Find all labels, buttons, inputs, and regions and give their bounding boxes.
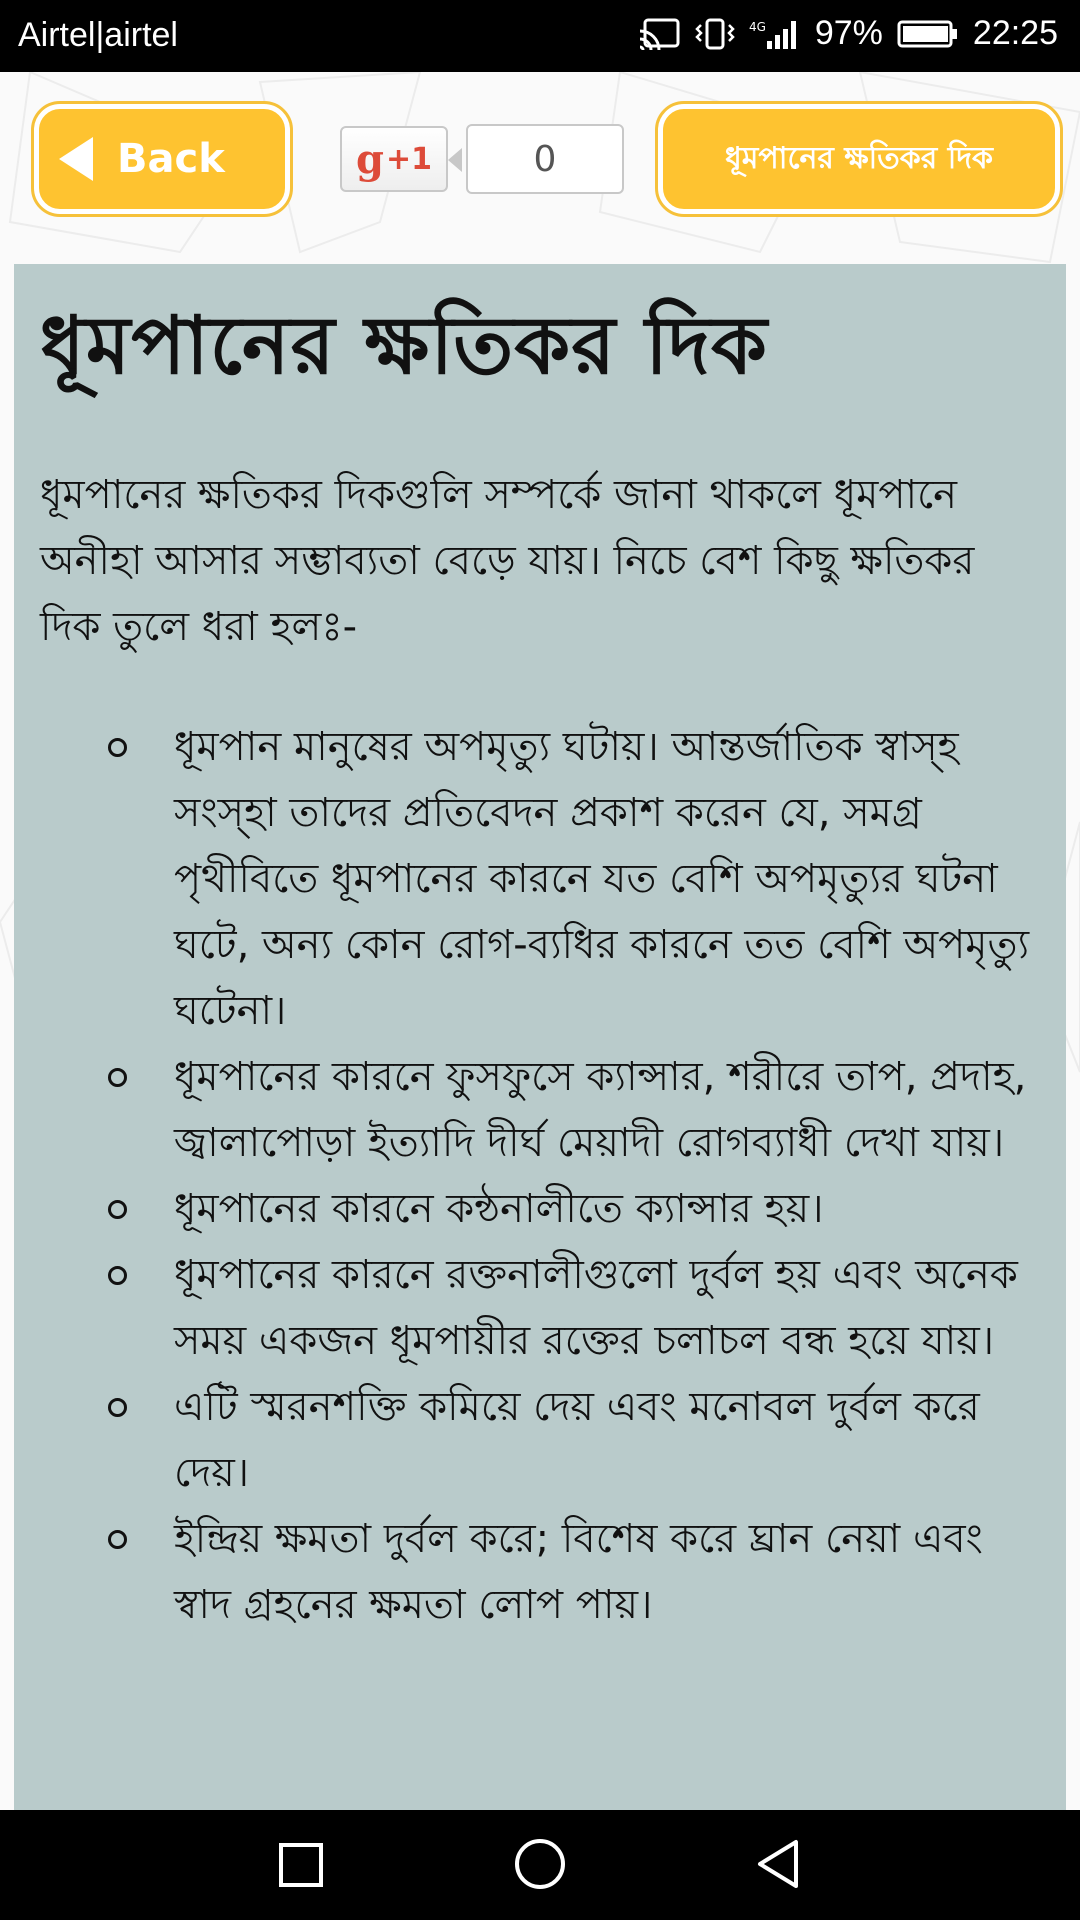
list-item: [40, 1506, 1066, 1638]
article-card: [14, 264, 1066, 1810]
battery-icon: [897, 19, 959, 49]
list-item-text: ধূমপানের কারনে রক্তনালীগুলো দুর্বল হয় এবং অনেক সময় একজন ধূমপায়ীর রক্তের চলাচল বন্ধ হয়ে যায়।: [174, 1252, 1018, 1364]
back-arrow-icon: [59, 137, 93, 181]
list-item-text: ইন্দ্রিয় ক্ষমতা দুর্বল করে; বিশেষ করে ঘ্রান নেয়া এবং স্বাদ গ্রহনের ক্ষমতা লোপ পায়।: [174, 1516, 983, 1628]
list-item: [40, 1044, 1066, 1176]
list-item-text: ধূমপান মানুষের অপমৃত্যু ঘটায়। আন্তর্জাতিক স্বাস্হ সংস্হা তাদের প্রতিবেদন প্রকাশ করেন যে, সমগ্র পৃথীবিতে ধূমপানের কারনে যত বেশি অপমৃত্যুর ঘটনা ঘটে, অন্য কোন রোগ-ব্যধির কারনে তত বেশি অপমৃত্যু ঘটেনা।: [174, 724, 1030, 1034]
carrier-name: Airtel|airtel: [18, 16, 178, 54]
list-item-text: ধূমপানের কারনে ফুসফুসে ক্যান্সার, শরীরে তাপ, প্রদাহ, জ্বালাপোড়া ইত্যাদি দীর্ঘ মেয়াদী রোগব্যাধী দেখা যায়।: [174, 1054, 1027, 1166]
vibrate-icon: [695, 17, 735, 51]
bullet-icon: [108, 1530, 127, 1549]
bullet-icon: [108, 738, 127, 757]
article-intro: ধূমপানের ক্ষতিকর দিকগুলি সম্পর্কে জানা থাকলে ধূমপানে অনীহা আসার সম্ভাব্যতা বেড়ে যায়। নিচে বেশ কিছু ক্ষতিকর দিক তুলে ধরা হলঃ-: [40, 472, 975, 650]
recents-square-icon[interactable]: [276, 1840, 326, 1890]
list-item: [40, 1176, 1066, 1242]
bullet-icon: [108, 1398, 127, 1417]
list-item: [40, 1374, 1066, 1506]
cast-icon: [637, 17, 681, 51]
topic-title-button[interactable]: ধূমপানের ক্ষতিকর দিক: [658, 104, 1060, 214]
bullet-icon: [108, 1068, 127, 1087]
home-circle-icon[interactable]: [512, 1836, 568, 1892]
count-bubble-arrow: [448, 148, 462, 172]
bullet-icon: [108, 1200, 127, 1219]
status-icons: [637, 14, 1058, 53]
battery-percent: 97%: [814, 14, 883, 52]
gplus-g-label: g: [356, 135, 384, 183]
google-plus-one-button[interactable]: [340, 126, 448, 192]
plus-one-count: 0: [466, 124, 624, 194]
gplus-plus-label: +1: [385, 141, 432, 177]
bullet-icon: [108, 1266, 127, 1285]
list-item: [40, 714, 1066, 1044]
article-heading: ধূমপানের ক্ষতিকর দিক: [40, 299, 768, 392]
clock: 22:25: [972, 14, 1058, 52]
back-button-label: Back: [117, 136, 225, 182]
page: [0, 72, 1080, 1810]
back-triangle-icon[interactable]: [752, 1836, 808, 1892]
navigation-bar: [0, 1810, 1080, 1920]
svg-text:4G: 4G: [748, 19, 766, 34]
status-bar: [0, 0, 1080, 72]
list-item-text: ধূমপানের কারনে কন্ঠনালীতে ক্যান্সার হয়।: [174, 1186, 824, 1232]
list-item-text: এটি স্মরনশক্তি কমিয়ে দেয় এবং মনোবল দুর্বল করে দেয়।: [174, 1384, 980, 1496]
list-item: [40, 1242, 1066, 1374]
back-button[interactable]: [34, 104, 290, 214]
signal-icon: [749, 17, 801, 51]
harm-list: [40, 714, 1066, 1638]
